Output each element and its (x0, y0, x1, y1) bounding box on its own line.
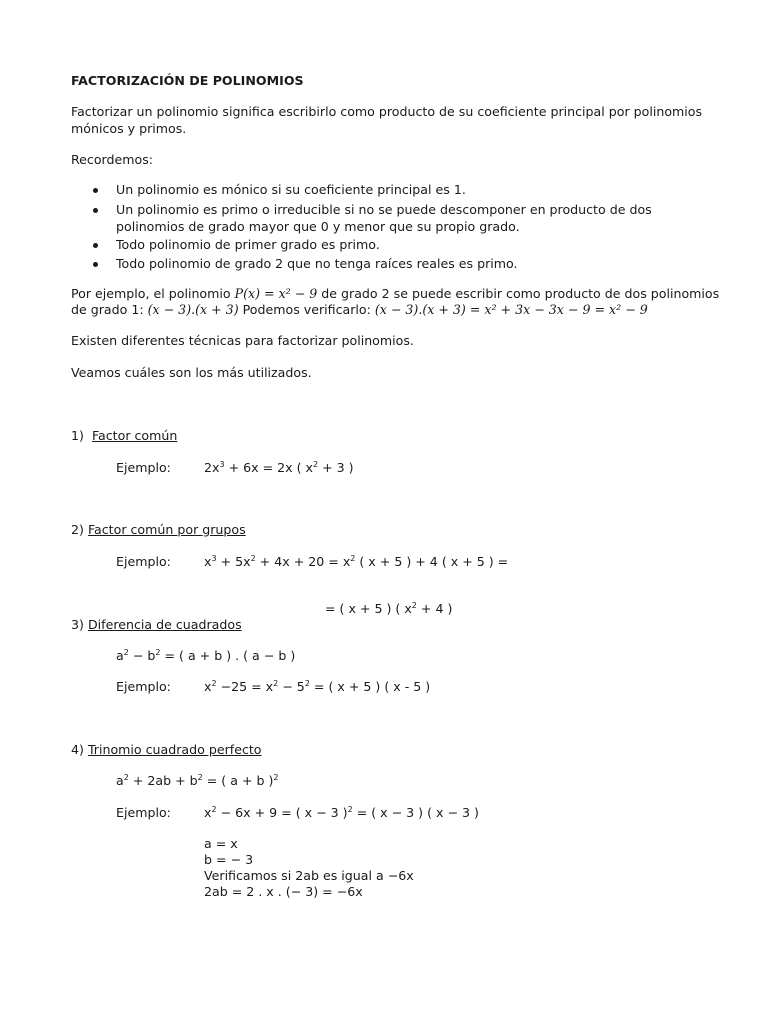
work-line-a: a = x (204, 836, 238, 851)
example-paragraph-line-2 (71, 302, 648, 318)
page-title: FACTORIZACIÓN DE POLINOMIOS (71, 73, 304, 88)
bullet-dot (93, 188, 98, 193)
expr-part: = ( x + 5 ) ( x (325, 601, 412, 616)
intro-line-1: Factorizar un polinomio significa escribirlo como producto de su coeficiente principal por polinomios (71, 104, 703, 119)
example-text: Por ejemplo, el polinomio (71, 286, 235, 301)
expr-part: − b (128, 648, 156, 663)
section-number: 4) (71, 742, 84, 757)
section-title: Factor común (91, 428, 178, 443)
exponent: 2 (411, 601, 417, 610)
exponent: 3 (219, 460, 225, 469)
expr-part: x (204, 554, 212, 569)
section-3-heading (71, 617, 242, 633)
exponent: 2 (350, 554, 356, 563)
bullet-dot (93, 243, 98, 248)
example-text: de grado 2 se puede escribir como producto de dos polinomios (317, 286, 720, 301)
exponent: 2 (211, 679, 217, 688)
exponent: 2 (273, 773, 279, 782)
section-4-heading (71, 742, 262, 758)
expr-part: = ( x − 3 ) ( x − 3 ) (352, 805, 479, 820)
expr-part: a (116, 648, 124, 663)
bullet-item: Todo polinomio de primer grado es primo. (116, 237, 380, 252)
exponent: 2 (123, 773, 129, 782)
veamos-line: Veamos cuáles son los más utilizados. (71, 365, 312, 380)
bullet-dot (93, 262, 98, 267)
bullet-item: Todo polinomio de grado 2 que no tenga raíces reales es primo. (116, 256, 518, 271)
expr-part: − 6x + 9 = ( x − 3 ) (216, 805, 348, 820)
expr-part: + 4x + 20 = x (255, 554, 351, 569)
expr-part: = ( x + 5 ) ( x - 5 ) (309, 679, 431, 694)
exponent: 2 (155, 648, 161, 657)
section-3-formula (116, 648, 295, 664)
section-title: Diferencia de cuadrados (87, 617, 242, 632)
exponent: 2 (304, 679, 310, 688)
work-line-verify: Verificamos si 2ab es igual a −6x (204, 868, 414, 883)
example-label: Ejemplo: (116, 554, 171, 569)
section-title: Factor común por grupos (87, 522, 246, 537)
exponent: 2 (211, 805, 217, 814)
example-paragraph-line-1 (71, 286, 719, 302)
expr-part: + 3 ) (318, 460, 354, 475)
expr-part: + 6x = 2x ( x (224, 460, 313, 475)
work-line-check: 2ab = 2 . x . (− 3) = −6x (204, 884, 363, 899)
exponent: 2 (312, 460, 319, 469)
expr-part: + 5x (216, 554, 251, 569)
expr-part: x (204, 805, 212, 820)
expr-part: − 5 (278, 679, 305, 694)
section-number: 3) (71, 617, 84, 632)
expr-part: + 4 ) (416, 601, 453, 616)
expr-part: = ( a + b ) . ( a − b ) (160, 648, 296, 663)
example-text: de grado 1: (71, 302, 148, 317)
expr-part: = ( a + b ) (202, 773, 274, 788)
polynomial-expression: P(x) = x² − 9 (234, 286, 318, 301)
exponent: 3 (211, 554, 217, 563)
section-number: 1) (71, 428, 84, 443)
bullet-item-continuation: polinomios de grado mayor que 0 y menor que su propio grado. (116, 219, 520, 234)
intro-line-2: mónicos y primos. (71, 121, 187, 136)
section-2-heading (71, 522, 246, 538)
recordemos-label: Recordemos: (71, 152, 154, 167)
expr-part: 2x (204, 460, 220, 475)
section-1-example (204, 460, 354, 476)
exponent: 2 (273, 679, 279, 688)
section-3-example (204, 679, 430, 695)
exponent: 2 (197, 773, 203, 782)
exponent: 2 (250, 554, 256, 563)
section-number: 2) (71, 522, 84, 537)
section-2-example (204, 554, 508, 570)
section-title: Trinomio cuadrado perfecto (87, 742, 262, 757)
section-4-example (204, 805, 479, 821)
expr-part: x (204, 679, 212, 694)
example-text: Podemos verificarlo: (238, 302, 375, 317)
expr-part: ( x + 5 ) + 4 ( x + 5 ) = (355, 554, 509, 569)
section-2-example-result (325, 601, 452, 617)
bullet-item: Un polinomio es primo o irreducible si no se puede descomponer en producto de dos (116, 202, 652, 217)
factored-expression: (x − 3).(x + 3) (147, 302, 239, 317)
work-line-b: b = − 3 (204, 852, 254, 867)
bullet-dot (93, 208, 98, 213)
existen-line: Existen diferentes técnicas para factorizar polinomios. (71, 333, 414, 348)
example-label: Ejemplo: (116, 805, 171, 820)
exponent: 2 (123, 648, 129, 657)
example-label: Ejemplo: (116, 679, 171, 694)
example-label: Ejemplo: (116, 460, 171, 475)
bullet-item: Un polinomio es mónico si su coeficiente principal es 1. (116, 182, 466, 197)
section-1-heading (71, 428, 177, 444)
exponent: 2 (347, 805, 353, 814)
expr-part: a (116, 773, 124, 788)
expr-part: + 2ab + b (128, 773, 198, 788)
expr-part: −25 = x (216, 679, 274, 694)
section-4-formula (116, 773, 279, 789)
verification-expression: (x − 3).(x + 3) = x² + 3x − 3x − 9 = x² − 9 (374, 302, 648, 317)
